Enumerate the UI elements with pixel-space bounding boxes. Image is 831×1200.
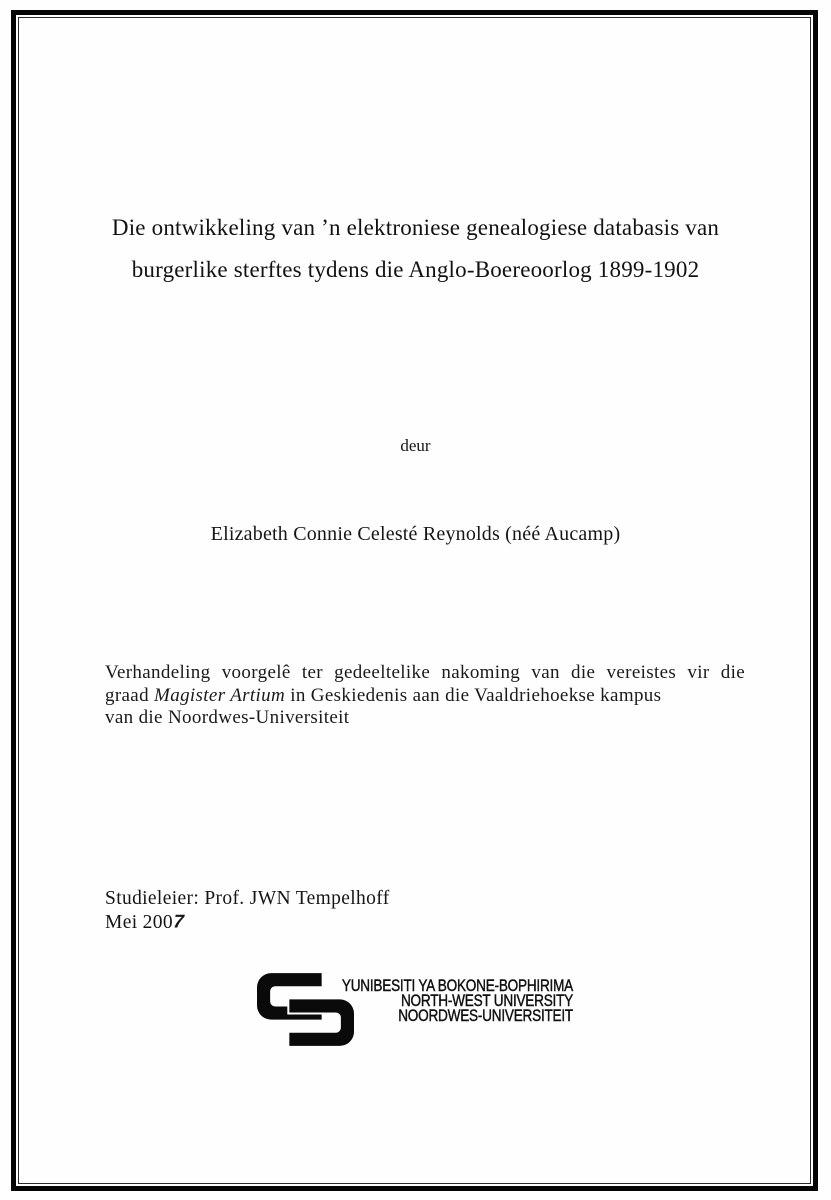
thesis-statement-line3: van die Noordwes-Universiteit [105,707,350,728]
university-logo-wordmark [301,978,573,1024]
university-logo [0,973,831,1053]
date-last-digit: 7 [170,911,187,932]
logo-line-afrikaans: NOORDWES-UNIVERSITEIT [398,1006,573,1026]
thesis-title [0,207,831,291]
logo-line-setswana: YUNIBESITI YA BOKONE-BOPHIRIMA [341,976,573,995]
byline-label: deur [400,436,431,455]
author-name: Elizabeth Connie Celesté Reynolds (néé Aucamp) [210,523,621,545]
supervisor-line: Studieleier: Prof. JWN Tempelhoff [105,888,390,909]
degree-name-italic: Magister Artium [154,684,286,706]
date-prefix: Mei 200 [105,911,173,933]
thesis-statement [105,662,745,730]
logo-line-english: NORTH-WEST UNIVERSITY [400,991,573,1011]
thesis-statement-line1: Verhandeling voorgelê ter gedeeltelike nakoming van die vereistes vir die [105,662,745,683]
thesis-title-line1: Die ontwikkeling van ’n elektroniese genealogiese databasis van [111,215,720,240]
thesis-statement-line2-post: in Geskiedenis aan die Vaaldriehoekse kampus [285,684,662,706]
thesis-statement-line2-pre: graad [105,684,155,706]
supervisor-block [105,887,390,934]
thesis-statement-line2 [105,685,745,708]
date-line [105,911,390,935]
thesis-title-line2: burgerlike sterftes tydens die Anglo-Boereoorlog 1899-1902 [131,257,700,282]
